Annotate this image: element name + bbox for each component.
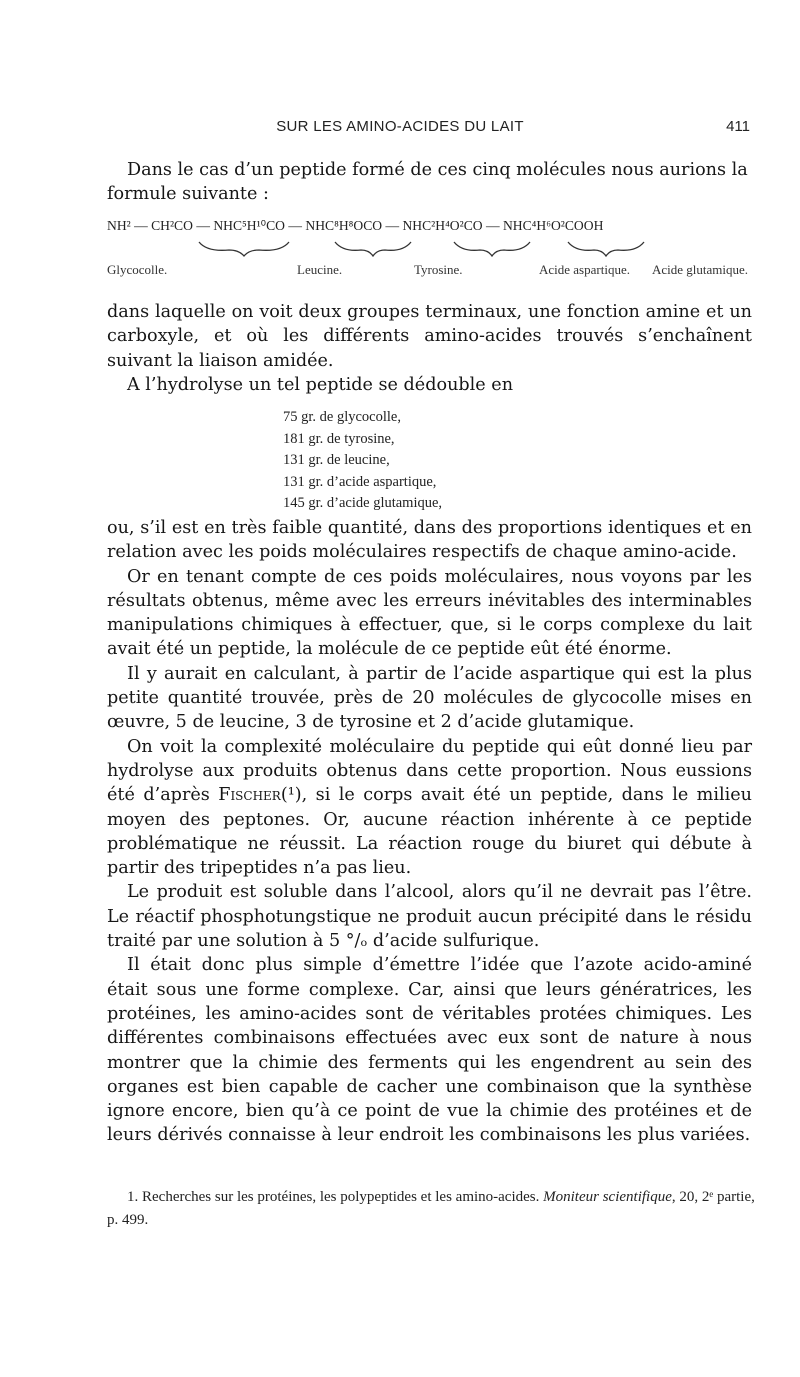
body-block-2 <box>107 516 752 1148</box>
label-tyrosine: Tyrosine. <box>414 262 463 277</box>
running-header <box>0 118 800 140</box>
quantity-item: 131 gr. de leucine, <box>283 452 390 468</box>
brace-1 <box>199 242 289 256</box>
paragraph-6 <box>107 735 752 881</box>
brace-2 <box>335 242 411 256</box>
quantity-item: 131 gr. d’acide aspartique, <box>283 473 437 490</box>
peptide-formula: NH² — CH²CO — NHC⁵H¹⁰CO — NHC⁸H⁸OCO — NHC²H⁴O²CO — NHC⁴H⁶O²COOH <box>107 218 604 233</box>
paragraph-7: Le produit est soluble dans l’alcool, alors qu’il ne devrait pas l’être. Le réactif phosphotungstique ne produit aucun précipité dans le résidu traité par une solution à 5 °/ₒ d’acide sulfurique. <box>107 882 752 952</box>
paragraph-1: dans laquelle on voit deux groupes terminaux, une fonction amine et un carboxyle, et où les différents amino-acides trouvés s’enchaînent suivant la liaison amidée. <box>107 302 752 371</box>
footnote-number: 1. <box>127 1189 139 1205</box>
page-number: 411 <box>726 118 750 135</box>
formula-braces <box>107 240 747 258</box>
running-title: SUR LES AMINO-ACIDES DU LAIT <box>276 118 524 135</box>
brace-3 <box>454 242 530 256</box>
label-acide-glutamique: Acide glutamique. <box>652 262 749 277</box>
quantity-item: 75 gr. de glycocolle, <box>283 409 401 425</box>
quantities-list <box>283 407 442 515</box>
brace-4 <box>568 242 644 256</box>
footnote-rest: , 20, 2ᵉ partie, p. 499. <box>107 1189 755 1228</box>
footnote-reference: (¹) <box>280 785 302 806</box>
formula-labels <box>107 262 752 282</box>
paragraph-5: Il y aurait en calculant, à partir de l’acide aspartique qui est la plus petite quantité trouvée, près de 20 molécules de glycocolle mises en œuvre, 5 de leucine, 3 de tyrosine et 2 d’acide glutamique. <box>107 663 752 733</box>
intro-line-2: formule suivante : <box>107 184 269 205</box>
footnote <box>107 1186 757 1232</box>
author-fischer: Fischer <box>218 785 281 806</box>
label-leucine: Leucine. <box>297 262 343 277</box>
quantity-item: 145 gr. d’acide glutamique, <box>283 495 443 511</box>
footnote-text: Recherches sur les protéines, les polypeptides et les amino-acides. <box>138 1189 544 1205</box>
paragraph-4: Or en tenant compte de ces poids moléculaires, nous voyons par les résultats obtenus, même avec les erreurs inévitables des interminables manipulations chimiques à effectuer, que, si le corps complexe du lait avait été un peptide, la molécule de ce peptide eût été énorme. <box>107 566 752 660</box>
footnote-journal: Moniteur scientifique <box>543 1189 672 1205</box>
intro-line-1: Dans le cas d’un peptide formé de ces cinq molécules nous aurions la <box>127 160 748 180</box>
intro-paragraph <box>107 158 752 207</box>
label-glycocolle: Glycocolle. <box>107 262 168 277</box>
quantity-item: 181 gr. de tyrosine, <box>283 430 395 447</box>
paragraph-2: A l’hydrolyse un tel peptide se dédouble en <box>127 374 514 395</box>
label-acide-aspartique: Acide aspartique. <box>539 262 630 277</box>
paragraph-6-before: On voit la complexité moléculaire du peptide qui eût donné lieu par hydrolyse aux produits obtenus dans cette proportion. Nous eussions été d’après <box>107 736 752 806</box>
paragraph-6-after: , si le corps avait été un peptide, dans le milieu moyen des peptones. Or, aucune réaction inhérente à ce peptide problématique ne réussit. La réaction rouge du biuret qui débute à partir des tripeptides n’a pas lieu. <box>107 785 752 879</box>
body-block-1 <box>107 300 752 397</box>
paragraph-3: ou, s’il est en très faible quantité, dans des proportions identiques et en relation avec les poids moléculaires respectifs de chaque amino-acide. <box>107 518 752 563</box>
paragraph-8: Il était donc plus simple d’émettre l’idée que l’azote acido-aminé était sous une forme complexe. Car, ainsi que leurs génératrices, les protéines, les amino-acides sont de véritables protées chimiques. Les différentes combinaisons effectuées avec eux sont de nature à nous montrer que la chimie des ferments qui les engendrent au sein des organes est bien capable de cacher une combinaison que la synthèse ignore encore, bien qu’à ce point de vue la chimie des protéines et de leurs dérivés connaisse à leur endroit les combinaisons les plus variées. <box>107 955 752 1146</box>
